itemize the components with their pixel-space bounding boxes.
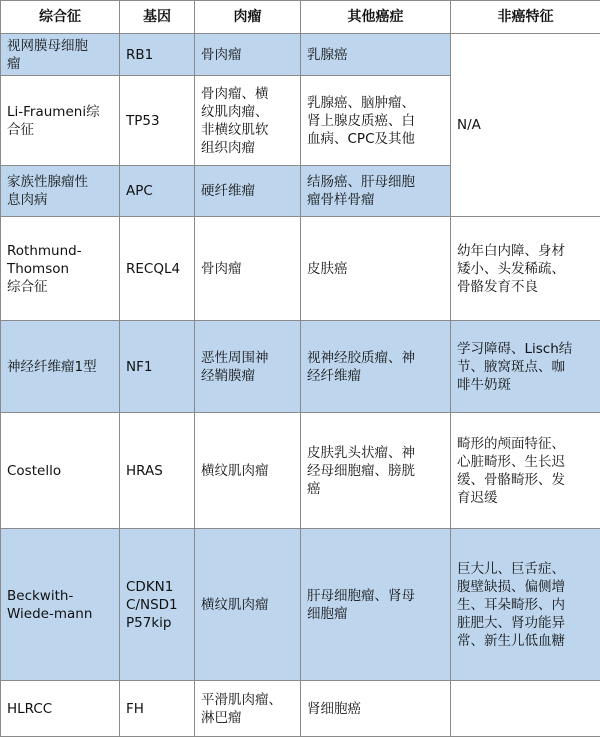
header-non-cancer-features: 非癌特征: [451, 1, 600, 34]
cell-syndrome: Beckwith- Wiede-mann: [1, 529, 120, 681]
cell-sarcoma: 横纹肌肉瘤: [195, 529, 301, 681]
cell-gene: TP53: [120, 76, 195, 166]
header-row: [1, 1, 600, 34]
cell-sarcoma: 骨肉瘤: [195, 34, 301, 76]
cell-other-cancers: 皮肤乳头状瘤、神 经母细胞瘤、膀胱 癌: [301, 413, 451, 529]
cell-other-cancers: 乳腺癌、脑肿瘤、 肾上腺皮质癌、白 血病、CPC及其他: [301, 76, 451, 166]
cell-other-cancers: 肝母细胞瘤、肾母 细胞瘤: [301, 529, 451, 681]
table-row: [1, 681, 600, 737]
table-row: [1, 321, 600, 413]
header-syndrome: 综合征: [1, 1, 120, 34]
cell-syndrome: 视网膜母细胞 瘤: [1, 34, 120, 76]
cell-gene: FH: [120, 681, 195, 737]
cell-gene: CDKN1 C/NSD1 P57kip: [120, 529, 195, 681]
cell-sarcoma: 骨肉瘤: [195, 217, 301, 321]
cell-other-cancers: 视神经胶质瘤、神 经纤维瘤: [301, 321, 451, 413]
header-gene: 基因: [120, 1, 195, 34]
cell-non-cancer-features: 畸形的颅面特征、 心脏畸形、生长迟 缓、骨骼畸形、发 育迟缓: [451, 413, 600, 529]
cell-other-cancers: 皮肤癌: [301, 217, 451, 321]
cell-other-cancers: 乳腺癌: [301, 34, 451, 76]
cell-syndrome: Costello: [1, 413, 120, 529]
cell-gene: APC: [120, 166, 195, 217]
cell-syndrome: Rothmund- Thomson 综合征: [1, 217, 120, 321]
header-other-cancers: 其他癌症: [301, 1, 451, 34]
header-sarcoma: 肉瘤: [195, 1, 301, 34]
table-row: [1, 413, 600, 529]
table-row: [1, 217, 600, 321]
cell-non-cancer-features: 学习障碍、Lisch结 节、腋窝斑点、咖 啡牛奶斑: [451, 321, 600, 413]
cell-syndrome: Li-Fraumeni综 合征: [1, 76, 120, 166]
table-row: [1, 529, 600, 681]
cell-syndrome: HLRCC: [1, 681, 120, 737]
cell-sarcoma: 平滑肌肉瘤、 淋巴瘤: [195, 681, 301, 737]
cell-non-cancer-features: [451, 681, 600, 737]
cell-other-cancers: 肾细胞癌: [301, 681, 451, 737]
cell-syndrome: 家族性腺瘤性 息肉病: [1, 166, 120, 217]
cell-gene: HRAS: [120, 413, 195, 529]
cell-sarcoma: 骨肉瘤、横 纹肌肉瘤、 非横纹肌软 组织肉瘤: [195, 76, 301, 166]
cell-sarcoma: 恶性周围神 经鞘膜瘤: [195, 321, 301, 413]
cell-gene: RB1: [120, 34, 195, 76]
cell-other-cancers: 结肠癌、肝母细胞 瘤骨样骨瘤: [301, 166, 451, 217]
cell-syndrome: 神经纤维瘤1型: [1, 321, 120, 413]
cell-gene: RECQL4: [120, 217, 195, 321]
cell-na-merged: N/A: [451, 34, 600, 217]
cell-sarcoma: 硬纤维瘤: [195, 166, 301, 217]
cell-sarcoma: 横纹肌肉瘤: [195, 413, 301, 529]
cell-non-cancer-features: 巨大儿、巨舌症、 腹壁缺损、偏侧增 生、耳朵畸形、内 脏肥大、肾功能异 常、新生儿低血糖: [451, 529, 600, 681]
table-row: [1, 34, 600, 76]
cell-gene: NF1: [120, 321, 195, 413]
cell-non-cancer-features: 幼年白内障、身材 矮小、头发稀疏、 骨骼发育不良: [451, 217, 600, 321]
